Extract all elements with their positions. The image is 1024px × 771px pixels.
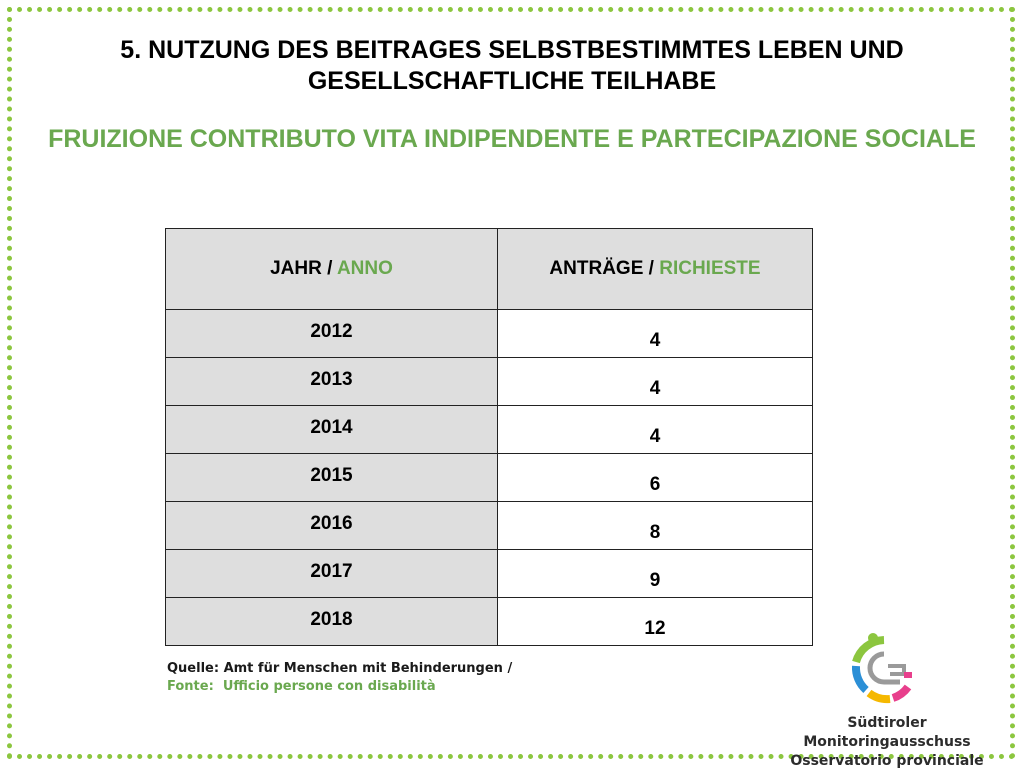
year-cell: 2015 bbox=[166, 454, 498, 502]
header-requests-sep: / bbox=[643, 258, 660, 279]
header-year bbox=[166, 229, 498, 310]
table-row bbox=[166, 550, 813, 598]
source-note bbox=[167, 660, 512, 696]
table-row bbox=[166, 406, 813, 454]
requests-cell: 4 bbox=[498, 310, 813, 358]
year-cell: 2017 bbox=[166, 550, 498, 598]
source-de: Quelle: Amt für Menschen mit Behinderungen / bbox=[167, 661, 513, 676]
header-year-de: JAHR bbox=[270, 258, 322, 279]
requests-cell: 8 bbox=[498, 502, 813, 550]
header-requests-it: RICHIESTE bbox=[659, 258, 761, 279]
requests-cell: 4 bbox=[498, 406, 813, 454]
table-row bbox=[166, 454, 813, 502]
table-row bbox=[166, 358, 813, 406]
table-header-row bbox=[166, 229, 813, 310]
requests-cell: 9 bbox=[498, 550, 813, 598]
source-it: Fonte: Ufficio persone con disabilità bbox=[167, 679, 436, 694]
monitoring-committee-logo-icon bbox=[846, 632, 922, 708]
table-row bbox=[166, 310, 813, 358]
requests-cell: 6 bbox=[498, 454, 813, 502]
year-cell: 2018 bbox=[166, 598, 498, 646]
requests-cell: 12 bbox=[498, 598, 813, 646]
organization-name bbox=[780, 714, 994, 771]
header-requests bbox=[498, 229, 813, 310]
header-requests-de: ANTRÄGE bbox=[549, 258, 644, 279]
year-cell: 2012 bbox=[166, 310, 498, 358]
requests-cell: 4 bbox=[498, 358, 813, 406]
organization-name-de: Südtiroler Monitoringausschuss bbox=[803, 715, 971, 750]
header-year-it: ANNO bbox=[336, 258, 393, 279]
header-year-sep: / bbox=[321, 258, 337, 279]
year-cell: 2016 bbox=[166, 502, 498, 550]
table-row bbox=[166, 598, 813, 646]
organization-name-it: Osservatorio provinciale bbox=[790, 753, 984, 769]
page-title-german: 5. NUTZUNG DES BEITRAGES SELBSTBESTIMMTES LEBEN UND GESELLSCHAFTLICHE TEILHABE bbox=[120, 36, 904, 95]
requests-table bbox=[165, 228, 813, 646]
year-cell: 2014 bbox=[166, 406, 498, 454]
year-cell: 2013 bbox=[166, 358, 498, 406]
table-row bbox=[166, 502, 813, 550]
page-title-italian: FRUIZIONE CONTRIBUTO VITA INDIPENDENTE E PARTECIPAZIONE SOCIALE bbox=[48, 125, 976, 153]
